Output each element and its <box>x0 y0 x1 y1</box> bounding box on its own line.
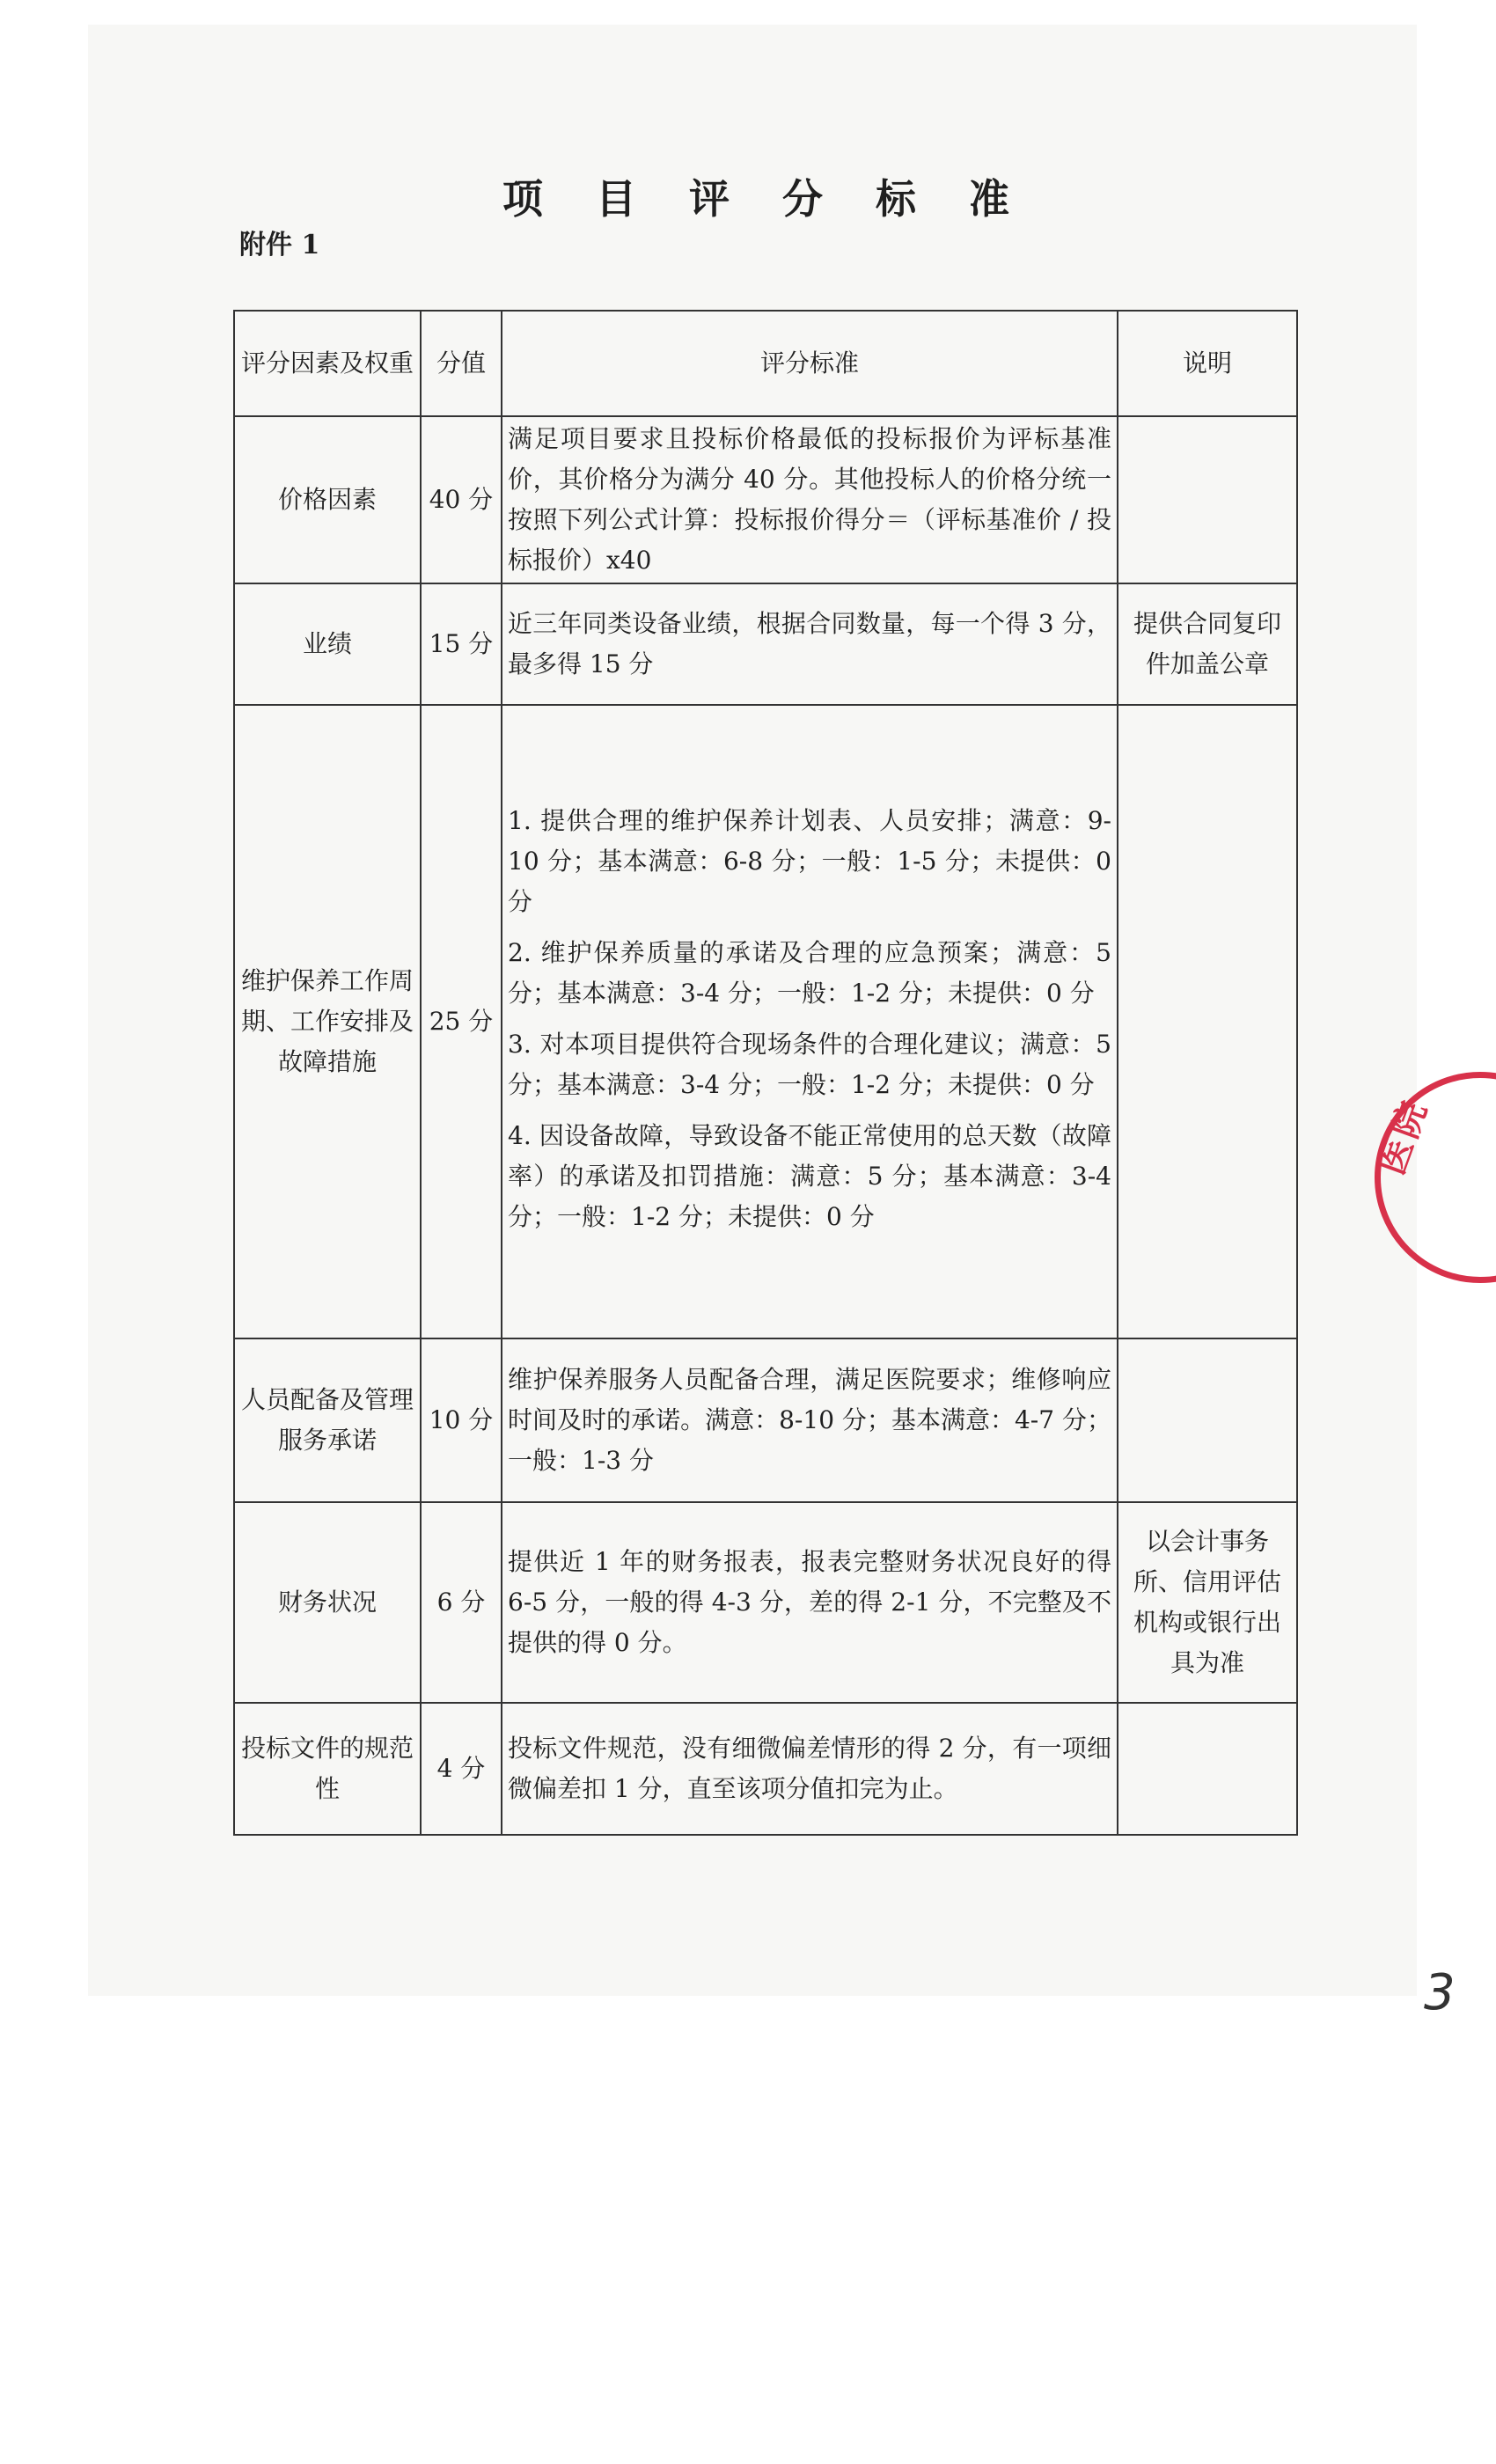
note-cell <box>1118 416 1297 583</box>
factor-cell: 人员配备及管理服务承诺 <box>234 1338 421 1502</box>
factor-cell: 投标文件的规范性 <box>234 1703 421 1835</box>
score-cell: 4 分 <box>421 1703 502 1835</box>
table-row <box>234 705 1297 1338</box>
table-row <box>234 1703 1297 1835</box>
criteria-cell <box>502 1703 1118 1835</box>
score-cell: 6 分 <box>421 1502 502 1703</box>
criteria-cell <box>502 1338 1118 1502</box>
score-cell: 15 分 <box>421 583 502 705</box>
header-score: 分值 <box>421 311 502 416</box>
criteria-cell <box>502 1502 1118 1703</box>
score-cell: 25 分 <box>421 705 502 1338</box>
criteria-item: 3. 对本项目提供符合现场条件的合理化建议；满意：5 分；基本满意：3-4 分；一般：1-2 分；未提供：0 分 <box>508 1030 1111 1099</box>
note-cell <box>1118 1703 1297 1835</box>
criteria-text: 提供近 1 年的财务报表，报表完整财务状况良好的得 6-5 分，一般的得 4-3 分，差的得 2-1 分，不完整及不提供的得 0 分。 <box>508 1547 1111 1657</box>
score-cell: 40 分 <box>421 416 502 583</box>
attachment-label: 附件 1 <box>239 230 320 260</box>
handwritten-page-number: 3 <box>1424 1964 1456 2021</box>
document-title: 项 目 评 分 标 准 <box>502 175 1030 223</box>
score-cell: 10 分 <box>421 1338 502 1502</box>
factor-cell: 业绩 <box>234 583 421 705</box>
table-row <box>234 416 1297 583</box>
note-cell: 以会计事务所、信用评估机构或银行出具为准 <box>1118 1502 1297 1703</box>
criteria-text: 满足项目要求且投标价格最低的投标报价为评标基准价，其价格分为满分 40 分。其他投标人的价格分统一按照下列公式计算：投标报价得分＝（评标基准价 / 投标报价）x40 <box>508 424 1111 575</box>
header-criteria: 评分标准 <box>502 311 1118 416</box>
seal-text: 医院 <box>1370 1093 1436 1180</box>
table-row <box>234 1338 1297 1502</box>
criteria-text: 投标文件规范，没有细微偏差情形的得 2 分，有一项细微偏差扣 1 分，直至该项分值扣完为止。 <box>508 1734 1111 1803</box>
criteria-item: 2. 维护保养质量的承诺及合理的应急预案；满意：5 分；基本满意：3-4 分；一般：1-2 分；未提供：0 分 <box>508 938 1111 1008</box>
criteria-text: 维护保养服务人员配备合理，满足医院要求；维修响应时间及时的承诺。满意：8-10 分；基本满意：4-7 分；一般：1-3 分 <box>508 1365 1111 1475</box>
table-row <box>234 583 1297 705</box>
criteria-text: 近三年同类设备业绩，根据合同数量，每一个得 3 分，最多得 15 分 <box>508 609 1111 678</box>
criteria-item: 4. 因设备故障，导致设备不能正常使用的总天数（故障率）的承诺及扣罚措施：满意：5 分；基本满意：3-4 分；一般：1-2 分；未提供：0 分 <box>508 1121 1111 1231</box>
criteria-item: 1. 提供合理的维护保养计划表、人员安排；满意：9-10 分；基本满意：6-8 分；一般：1-5 分；未提供：0 分 <box>508 806 1111 916</box>
note-cell <box>1118 705 1297 1338</box>
factor-cell: 价格因素 <box>234 416 421 583</box>
criteria-cell <box>502 583 1118 705</box>
note-cell <box>1118 1338 1297 1502</box>
criteria-cell <box>502 705 1118 1338</box>
factor-cell: 财务状况 <box>234 1502 421 1703</box>
criteria-cell <box>502 416 1118 583</box>
table-header-row <box>234 311 1297 416</box>
note-cell: 提供合同复印件加盖公章 <box>1118 583 1297 705</box>
header-note: 说明 <box>1118 311 1297 416</box>
header-factor: 评分因素及权重 <box>234 311 421 416</box>
scoring-table <box>233 310 1298 1836</box>
table-row <box>234 1502 1297 1703</box>
factor-cell: 维护保养工作周期、工作安排及故障措施 <box>234 705 421 1338</box>
